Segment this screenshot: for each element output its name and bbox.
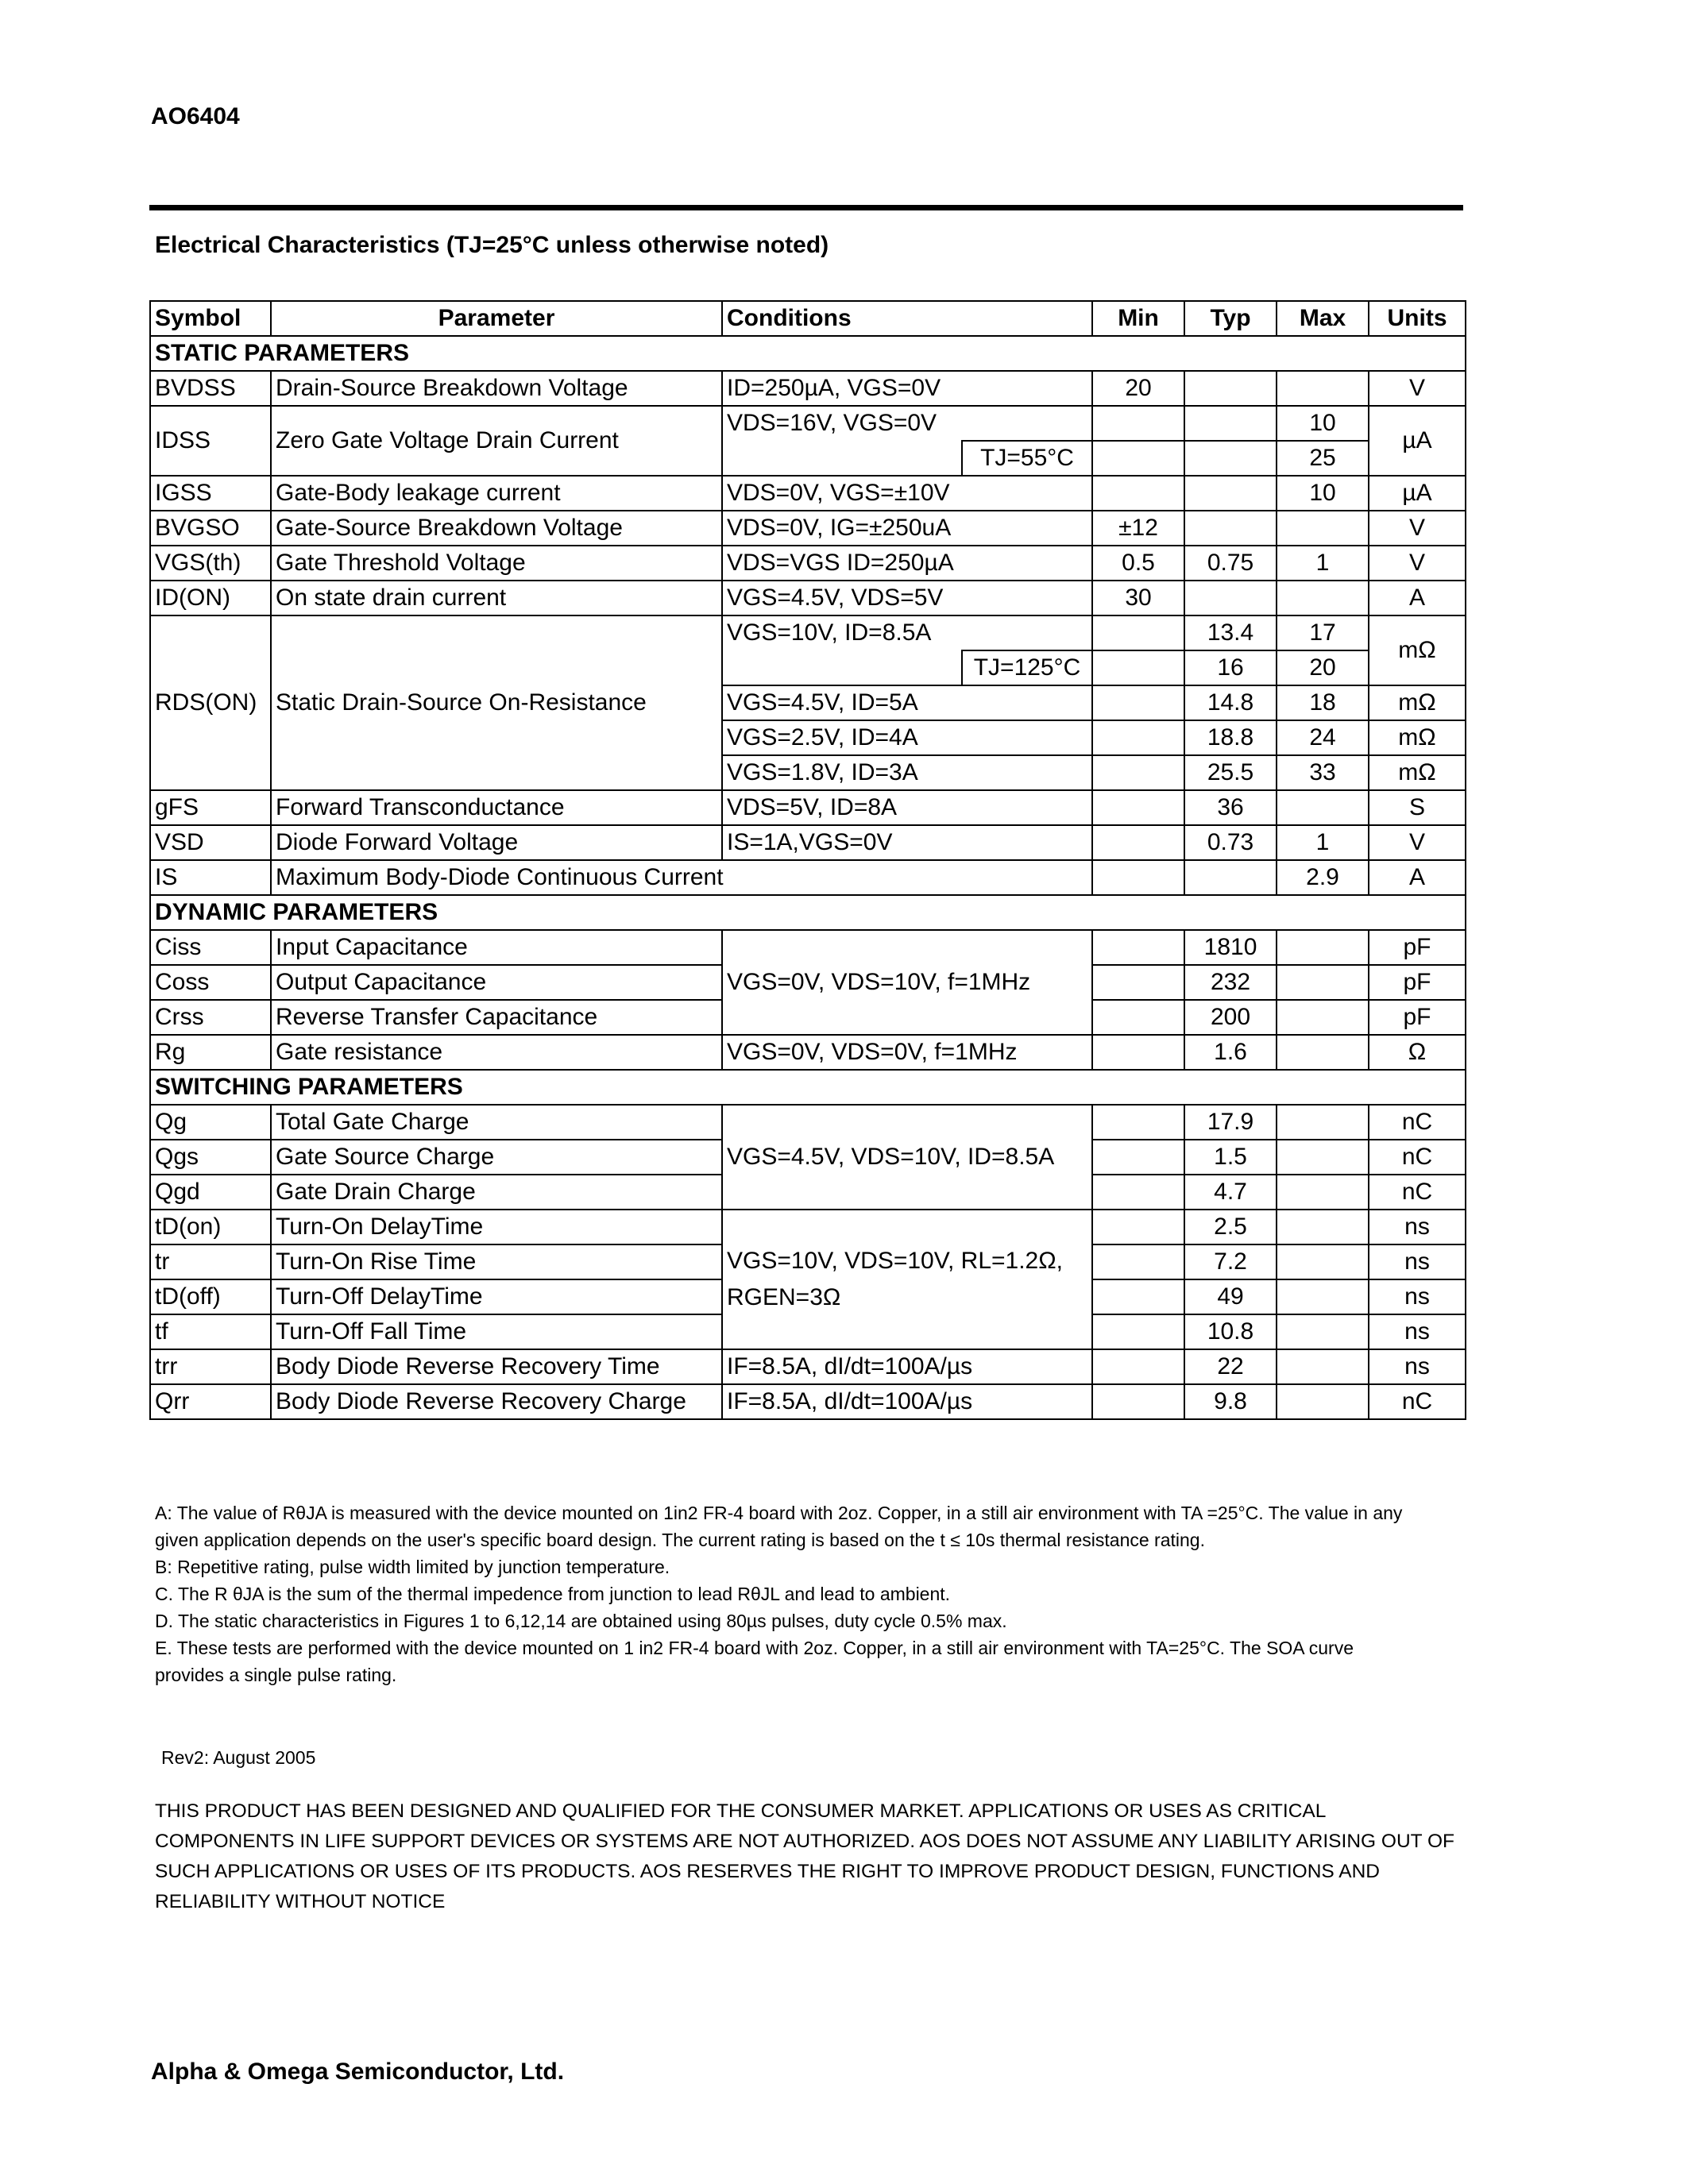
- cell-units: ns: [1369, 1279, 1466, 1314]
- cell-units: nC: [1369, 1105, 1466, 1140]
- cell-max: [1277, 1035, 1369, 1070]
- header-max: Max: [1277, 301, 1369, 336]
- header-parameter: Parameter: [271, 301, 722, 336]
- cell-typ: 0.73: [1184, 825, 1277, 860]
- cell-min: [1092, 930, 1184, 965]
- cell-units: µA: [1369, 476, 1466, 511]
- cell-units: V: [1369, 825, 1466, 860]
- table-row: [150, 511, 1466, 546]
- sw-conditions-line2: RGEN=3Ω: [727, 1284, 841, 1310]
- cell-min: [1092, 1244, 1184, 1279]
- section-static: STATIC PARAMETERS: [150, 336, 1466, 371]
- cell-units: mΩ: [1369, 755, 1466, 790]
- cell-parameter: Zero Gate Voltage Drain Current: [271, 406, 722, 476]
- cell-min: 0.5: [1092, 546, 1184, 581]
- cell-typ: 0.75: [1184, 546, 1277, 581]
- cell-symbol: Rg: [150, 1035, 271, 1070]
- cell-symbol: Crss: [150, 1000, 271, 1035]
- cell-min: [1092, 790, 1184, 825]
- cell-units: pF: [1369, 1000, 1466, 1035]
- cell-conditions: VGS=0V, VDS=0V, f=1MHz: [722, 1035, 1092, 1070]
- cell-max: [1277, 1349, 1369, 1384]
- cell-min: [1092, 650, 1184, 685]
- cell-units: A: [1369, 860, 1466, 895]
- cell-max: 10: [1277, 406, 1369, 441]
- cell-typ: 13.4: [1184, 615, 1277, 650]
- cell-min: [1092, 1035, 1184, 1070]
- cell-min: [1092, 860, 1184, 895]
- cell-parameter: Input Capacitance: [271, 930, 722, 965]
- cell-max: [1277, 511, 1369, 546]
- cell-max: [1277, 965, 1369, 1000]
- cell-max: [1277, 1175, 1369, 1210]
- disclaimer: THIS PRODUCT HAS BEEN DESIGNED AND QUALIFIED FOR THE CONSUMER MARKET. APPLICATIONS OR USES AS CRITICAL COMPONENTS IN LIFE SUPPORT DEVICES OR SYSTEMS ARE NOT AUTHORIZED. AOS DOES NOT ASSUME ANY LIABILITY ARISING OUT OF SUCH APPLICATIONS OR USES OF ITS PRODUCTS. AOS RESERVES THE RIGHT TO IMPROVE PRODUCT DESIGN, FUNCTIONS AND RELIABILITY WITHOUT NOTICE: [155, 1800, 1454, 1912]
- cell-typ: 232: [1184, 965, 1277, 1000]
- cell-units: mΩ: [1369, 615, 1466, 685]
- cell-conditions-temp: TJ=55°C: [962, 441, 1092, 476]
- cell-typ: [1184, 476, 1277, 511]
- cell-max: [1277, 1210, 1369, 1244]
- cell-symbol: Qgd: [150, 1175, 271, 1210]
- cell-min: [1092, 406, 1184, 441]
- part-number: AO6404: [151, 103, 240, 129]
- cell-max: [1277, 1314, 1369, 1349]
- cell-conditions-temp: TJ=125°C: [962, 650, 1092, 685]
- cell-min: [1092, 615, 1184, 650]
- cell-min: [1092, 1314, 1184, 1349]
- cell-symbol: Ciss: [150, 930, 271, 965]
- header-rule: [149, 205, 1463, 210]
- table-row: [150, 1035, 1466, 1070]
- cell-parameter: Total Gate Charge: [271, 1105, 722, 1140]
- cell-symbol: gFS: [150, 790, 271, 825]
- cell-symbol: ID(ON): [150, 581, 271, 615]
- table-row: [150, 615, 1466, 650]
- cell-symbol: trr: [150, 1349, 271, 1384]
- cell-symbol: BVDSS: [150, 371, 271, 406]
- cell-symbol: tr: [150, 1244, 271, 1279]
- cell-conditions: IF=8.5A, dI/dt=100A/µs: [722, 1349, 1092, 1384]
- cell-units: ns: [1369, 1349, 1466, 1384]
- note-d: D. The static characteristics in Figures 1 to 6,12,14 are obtained using 80µs pulses, duty cycle 0.5% max.: [155, 1611, 1007, 1631]
- cell-conditions-blank: [722, 650, 962, 685]
- cell-typ: [1184, 371, 1277, 406]
- cell-typ: 22: [1184, 1349, 1277, 1384]
- cell-max: 18: [1277, 685, 1369, 720]
- cell-parameter: Gate Source Charge: [271, 1140, 722, 1175]
- cell-conditions: VGS=4.5V, VDS=10V, ID=8.5A: [722, 1105, 1092, 1210]
- cell-typ: 14.8: [1184, 685, 1277, 720]
- note-a: A: The value of RθJA is measured with the device mounted on 1in2 FR-4 board with 2oz. Copper, in a still air environment with TA =25°C. The value in any given application depends on the user's specific board design. The current rating is based on the t ≤ 10s thermal resistance rating.: [155, 1503, 1403, 1550]
- cell-symbol: BVGSO: [150, 511, 271, 546]
- section-row: [150, 895, 1466, 930]
- cell-symbol: VGS(th): [150, 546, 271, 581]
- cell-typ: [1184, 511, 1277, 546]
- cell-units: nC: [1369, 1140, 1466, 1175]
- cell-typ: 10.8: [1184, 1314, 1277, 1349]
- cell-parameter: Gate-Body leakage current: [271, 476, 722, 511]
- cell-parameter: Maximum Body-Diode Continuous Current: [271, 860, 1092, 895]
- cell-units: pF: [1369, 965, 1466, 1000]
- cell-min: [1092, 825, 1184, 860]
- cell-parameter: Body Diode Reverse Recovery Time: [271, 1349, 722, 1384]
- cell-symbol: tf: [150, 1314, 271, 1349]
- cell-min: [1092, 965, 1184, 1000]
- cell-min: [1092, 1175, 1184, 1210]
- cell-max: [1277, 930, 1369, 965]
- cell-units: nC: [1369, 1175, 1466, 1210]
- cell-min: [1092, 1210, 1184, 1244]
- cell-typ: [1184, 441, 1277, 476]
- revision: Rev2: August 2005: [161, 1747, 316, 1768]
- table-row: [150, 1105, 1466, 1140]
- cell-units: V: [1369, 546, 1466, 581]
- cell-min: 20: [1092, 371, 1184, 406]
- cell-max: 10: [1277, 476, 1369, 511]
- company-footer: Alpha & Omega Semiconductor, Ltd.: [151, 2059, 565, 2085]
- table-row: [150, 371, 1466, 406]
- table-row: [150, 1384, 1466, 1419]
- cell-units: µA: [1369, 406, 1466, 476]
- cell-conditions: IS=1A,VGS=0V: [722, 825, 1092, 860]
- table-header-row: [150, 301, 1466, 336]
- cell-conditions: VGS=2.5V, ID=4A: [722, 720, 1092, 755]
- cell-conditions: ID=250µA, VGS=0V: [722, 371, 1092, 406]
- cell-conditions: VDS=0V, IG=±250uA: [722, 511, 1092, 546]
- cell-typ: 36: [1184, 790, 1277, 825]
- cell-typ: 17.9: [1184, 1105, 1277, 1140]
- cell-typ: 4.7: [1184, 1175, 1277, 1210]
- cell-max: 17: [1277, 615, 1369, 650]
- table-row: [150, 1349, 1466, 1384]
- cell-units: A: [1369, 581, 1466, 615]
- cell-parameter: Gate Threshold Voltage: [271, 546, 722, 581]
- cell-typ: 2.5: [1184, 1210, 1277, 1244]
- cell-conditions: VDS=5V, ID=8A: [722, 790, 1092, 825]
- section-switching: SWITCHING PARAMETERS: [150, 1070, 1466, 1105]
- cell-units: ns: [1369, 1210, 1466, 1244]
- cell-min: 30: [1092, 581, 1184, 615]
- table-row: [150, 825, 1466, 860]
- cell-max: 24: [1277, 720, 1369, 755]
- cell-conditions: VGS=4.5V, VDS=5V: [722, 581, 1092, 615]
- cell-parameter: Reverse Transfer Capacitance: [271, 1000, 722, 1035]
- cell-symbol: RDS(ON): [150, 615, 271, 790]
- cell-parameter: Gate-Source Breakdown Voltage: [271, 511, 722, 546]
- cell-min: [1092, 476, 1184, 511]
- cell-conditions: IF=8.5A, dI/dt=100A/µs: [722, 1384, 1092, 1419]
- cell-min: [1092, 1384, 1184, 1419]
- cell-typ: [1184, 581, 1277, 615]
- cell-parameter: Gate resistance: [271, 1035, 722, 1070]
- cell-units: V: [1369, 371, 1466, 406]
- cell-min: [1092, 755, 1184, 790]
- table-row: [150, 860, 1466, 895]
- cell-max: [1277, 1384, 1369, 1419]
- cell-max: 1: [1277, 825, 1369, 860]
- cell-parameter: Body Diode Reverse Recovery Charge: [271, 1384, 722, 1419]
- cell-units: Ω: [1369, 1035, 1466, 1070]
- cell-parameter: Turn-Off Fall Time: [271, 1314, 722, 1349]
- cell-units: mΩ: [1369, 685, 1466, 720]
- cell-max: 25: [1277, 441, 1369, 476]
- section-row: [150, 336, 1466, 371]
- cell-max: 33: [1277, 755, 1369, 790]
- cell-units: V: [1369, 511, 1466, 546]
- cell-min: [1092, 1349, 1184, 1384]
- cell-conditions: [722, 1210, 1092, 1349]
- section-title: Electrical Characteristics (TJ=25°C unless otherwise noted): [155, 232, 829, 258]
- section-row: [150, 1070, 1466, 1105]
- cell-parameter: Turn-On Rise Time: [271, 1244, 722, 1279]
- cell-conditions-blank: [722, 441, 962, 476]
- header-symbol: Symbol: [150, 301, 271, 336]
- cell-parameter: Static Drain-Source On-Resistance: [271, 615, 722, 790]
- cell-units: nC: [1369, 1384, 1466, 1419]
- table-row: [150, 790, 1466, 825]
- cell-conditions: VDS=16V, VGS=0V: [722, 406, 1092, 441]
- cell-units: mΩ: [1369, 720, 1466, 755]
- cell-max: [1277, 581, 1369, 615]
- cell-min: [1092, 1105, 1184, 1140]
- cell-typ: 25.5: [1184, 755, 1277, 790]
- cell-typ: 16: [1184, 650, 1277, 685]
- cell-symbol: IDSS: [150, 406, 271, 476]
- cell-typ: 9.8: [1184, 1384, 1277, 1419]
- footnotes: [155, 1499, 1426, 1688]
- cell-conditions: VDS=VGS ID=250µA: [722, 546, 1092, 581]
- header-min: Min: [1092, 301, 1184, 336]
- cell-typ: 1810: [1184, 930, 1277, 965]
- cell-max: [1277, 1244, 1369, 1279]
- cell-min: [1092, 1279, 1184, 1314]
- cell-symbol: Coss: [150, 965, 271, 1000]
- table-row: [150, 581, 1466, 615]
- cell-typ: [1184, 406, 1277, 441]
- cell-typ: [1184, 860, 1277, 895]
- cell-max: [1277, 1279, 1369, 1314]
- cell-units: ns: [1369, 1314, 1466, 1349]
- table-row: [150, 1210, 1466, 1244]
- cell-conditions: VDS=0V, VGS=±10V: [722, 476, 1092, 511]
- cell-max: [1277, 371, 1369, 406]
- cell-symbol: IGSS: [150, 476, 271, 511]
- cell-parameter: Diode Forward Voltage: [271, 825, 722, 860]
- cell-parameter: Output Capacitance: [271, 965, 722, 1000]
- note-b: B: Repetitive rating, pulse width limited by junction temperature.: [155, 1557, 670, 1577]
- table-row: [150, 930, 1466, 965]
- cell-max: [1277, 1105, 1369, 1140]
- note-c: C. The R θJA is the sum of the thermal impedence from junction to lead RθJL and lead to ambient.: [155, 1584, 951, 1604]
- cell-parameter: Forward Transconductance: [271, 790, 722, 825]
- electrical-characteristics-table: [149, 300, 1466, 1420]
- cell-symbol: Qgs: [150, 1140, 271, 1175]
- cell-typ: 7.2: [1184, 1244, 1277, 1279]
- cell-max: 1: [1277, 546, 1369, 581]
- cell-symbol: tD(on): [150, 1210, 271, 1244]
- cell-max: 20: [1277, 650, 1369, 685]
- cell-typ: 49: [1184, 1279, 1277, 1314]
- cell-conditions: VGS=10V, ID=8.5A: [722, 615, 1092, 650]
- cell-units: ns: [1369, 1244, 1466, 1279]
- cell-symbol: VSD: [150, 825, 271, 860]
- cell-parameter: On state drain current: [271, 581, 722, 615]
- cell-conditions: VGS=1.8V, ID=3A: [722, 755, 1092, 790]
- cell-symbol: Qrr: [150, 1384, 271, 1419]
- cell-parameter: Turn-On DelayTime: [271, 1210, 722, 1244]
- note-e: E. These tests are performed with the device mounted on 1 in2 FR-4 board with 2oz. Copper, in a still air environment with TA=25°C. The SOA curve provides a single pulse rating.: [155, 1638, 1354, 1685]
- cell-max: [1277, 790, 1369, 825]
- cell-min: [1092, 441, 1184, 476]
- cell-typ: 1.5: [1184, 1140, 1277, 1175]
- cell-max: 2.9: [1277, 860, 1369, 895]
- cell-units: S: [1369, 790, 1466, 825]
- cell-parameter: Gate Drain Charge: [271, 1175, 722, 1210]
- header-units: Units: [1369, 301, 1466, 336]
- cell-min: [1092, 685, 1184, 720]
- cell-min: ±12: [1092, 511, 1184, 546]
- cell-parameter: Turn-Off DelayTime: [271, 1279, 722, 1314]
- cell-conditions: VGS=0V, VDS=10V, f=1MHz: [722, 930, 1092, 1035]
- cell-typ: 200: [1184, 1000, 1277, 1035]
- cell-conditions: VGS=4.5V, ID=5A: [722, 685, 1092, 720]
- cell-max: [1277, 1000, 1369, 1035]
- header-conditions: Conditions: [722, 301, 1092, 336]
- cell-min: [1092, 720, 1184, 755]
- cell-min: [1092, 1140, 1184, 1175]
- sw-conditions-line1: VGS=10V, VDS=10V, RL=1.2Ω,: [727, 1248, 1064, 1274]
- table-row: [150, 546, 1466, 581]
- cell-typ: 1.6: [1184, 1035, 1277, 1070]
- cell-symbol: tD(off): [150, 1279, 271, 1314]
- table-row: [150, 406, 1466, 441]
- cell-units: pF: [1369, 930, 1466, 965]
- cell-max: [1277, 1140, 1369, 1175]
- cell-symbol: IS: [150, 860, 271, 895]
- cell-typ: 18.8: [1184, 720, 1277, 755]
- header-typ: Typ: [1184, 301, 1277, 336]
- table-row: [150, 476, 1466, 511]
- cell-min: [1092, 1000, 1184, 1035]
- cell-parameter: Drain-Source Breakdown Voltage: [271, 371, 722, 406]
- section-dynamic: DYNAMIC PARAMETERS: [150, 895, 1466, 930]
- cell-symbol: Qg: [150, 1105, 271, 1140]
